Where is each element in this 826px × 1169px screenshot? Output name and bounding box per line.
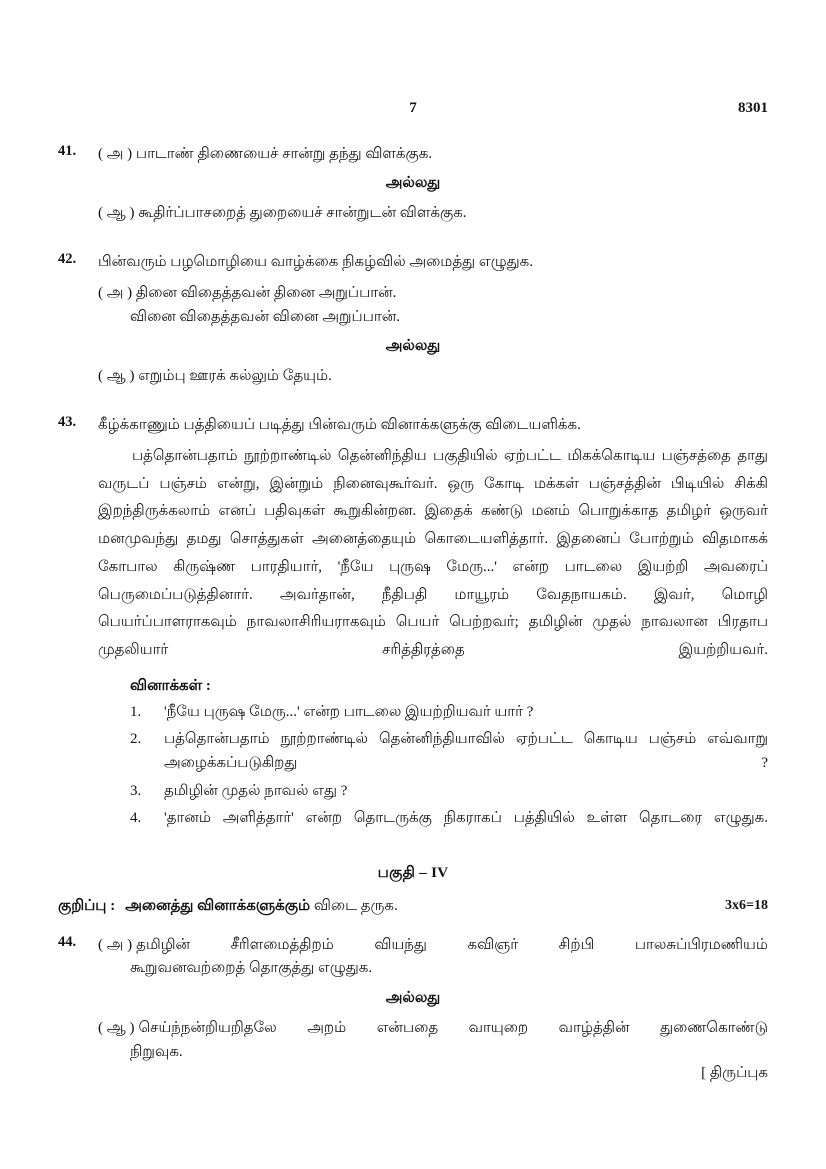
question-42-option-a-line2: வினை விதைத்தவன் வினை அறுப்பான். xyxy=(130,308,400,325)
note-rest-text: விடை தருக. xyxy=(313,898,398,915)
question-44-option-b-text: செய்ந்நன்றியறிதலே அறம் என்பதை வாயுறை வாழ்த்தின் துணைகொண்டு xyxy=(138,1019,768,1036)
question-42-option-b: ( ஆ ) எறும்பு ஊரக் கல்லும் தேயும். xyxy=(98,367,332,384)
question-43-number: 43. xyxy=(58,413,77,430)
note-text xyxy=(125,897,398,916)
sub-question-number: 3. xyxy=(130,782,142,799)
question-44-option-b-row xyxy=(98,1016,768,1040)
question-43-sub-questions-label: வினாக்கள் : xyxy=(130,677,211,694)
list-item xyxy=(130,779,768,803)
question-41-option-a: ( அ ) பாடாண் திணையைச் சான்று தந்து விளக்குக. xyxy=(98,146,433,162)
question-43-sub-questions xyxy=(130,700,768,830)
sub-question-number: 2. xyxy=(130,731,142,748)
question-41-or-label: அல்லது xyxy=(385,175,441,192)
list-item xyxy=(130,700,768,724)
question-44-option-a-text: தமிழின் சீரிளமைத்திறம் வியந்து கவிஞர் சிற்பி பாலசுப்பிரமணியம் xyxy=(136,937,768,954)
passage-text: பத்தொன்பதாம் நூற்றாண்டில் தென்னிந்திய பகுதியில் ஏற்பட்ட மிகக்கொடிய பஞ்சத்தை தாது வருடப் பஞ்சம் என்று, இன்றும் நினைவுகூர்வர். ஒரு கோடி மக்கள் பஞ்சத்தின் பிடியில் சிக்கி இறந்திருக்கலாம் எனப் பதிவுகள் கூறுகின்றன. இதைக் கண்டு மனம் பொறுக்காத தமிழர் ஒருவர் மனமுவந்து தமது சொத்துகள் அனைத்தையும் கொடையளித்தார். இதனைப் போற்றும் விதமாகக் கோபால கிருஷ்ண பாரதியார், 'நீயே புருஷ மேரு...' என்ற பாடலை இயற்றி அவரைப் பெருமைப்படுத்தினார். அவர்தான், நீதிபதி மாயூரம் வேதநாயகம். இவர், மொழி பெயர்ப்பாளராகவும் நாவலாசிரியராகவும் பெயர் பெற்றவர்; தமிழின் முதல் நாவலான பிரதாப முதலியார் சரித்திரத்தை இயற்றியவர். xyxy=(98,447,768,658)
question-43 xyxy=(58,414,768,831)
sub-question-number: 1. xyxy=(130,703,142,720)
list-item xyxy=(130,806,768,830)
question-44-or-label: அல்லது xyxy=(385,989,441,1006)
question-42-stem-row xyxy=(58,251,768,274)
question-44 xyxy=(58,934,768,1064)
question-44-option-a-body xyxy=(98,934,768,981)
question-44-option-b-tag: ( ஆ ) xyxy=(98,1019,135,1036)
marks-allocation: 3x6=18 xyxy=(725,898,768,914)
question-41-number: 41. xyxy=(58,143,77,159)
question-42-stem: பின்வரும் பழமொழியை வாழ்க்கை நிகழ்வில் அமைத்து எழுதுக. xyxy=(98,254,533,271)
note-label: குறிப்பு : xyxy=(58,898,116,915)
question-44-option-a-text-line2: கூறுவனவற்றைத் தொகுத்து எழுதுக. xyxy=(130,960,373,977)
question-41-option-a-row xyxy=(58,143,768,166)
note-bold-text: அனைத்து வினாக்களுக்கும் xyxy=(125,898,311,915)
turn-over-note: [ திருப்புக xyxy=(701,1065,768,1081)
sub-question-text: தமிழின் முதல் நாவல் எது ? xyxy=(164,782,348,799)
sub-question-number: 4. xyxy=(130,809,142,826)
question-43-passage xyxy=(98,443,768,665)
question-44-number: 44. xyxy=(58,934,77,951)
question-41-option-b: ( ஆ ) கூதிர்ப்பாசறைத் துறையைச் சான்றுடன் விளக்குக. xyxy=(98,205,467,222)
question-44-option-a-row xyxy=(58,934,768,981)
paper-code: 8301 xyxy=(738,100,768,116)
question-42-or-label: அல்லது xyxy=(385,337,441,354)
question-43-stem: கீழ்க்காணும் பத்தியைப் படித்து பின்வரும் வினாக்களுக்கு விடையளிக்க. xyxy=(98,416,581,433)
part-title: பகுதி – IV xyxy=(377,865,449,882)
sub-question-text: 'தானம் அளித்தார்' என்ற தொடருக்கு நிகராகப் பத்தியில் உள்ள தொடரை எழுதுக. xyxy=(164,809,768,826)
question-42-option-a: ( அ ) தினை விதைத்தவன் தினை அறுப்பான். xyxy=(98,284,397,301)
sub-question-text: 'நீயே புருஷ மேரு...' என்ற பாடலை இயற்றியவர் யார் ? xyxy=(164,703,534,720)
part-note-row xyxy=(58,897,768,916)
question-44-option-a-tag: ( அ ) xyxy=(98,937,133,954)
question-43-stem-row xyxy=(58,414,768,437)
page-number: 7 xyxy=(409,100,417,116)
question-42-number: 42. xyxy=(58,251,77,268)
sub-question-text: பத்தொன்பதாம் நூற்றாண்டில் தென்னிந்தியாவில் ஏற்பட்ட கொடிய பஞ்சம் எவ்வாறு அழைக்கப்படுகிறது ? xyxy=(164,731,768,772)
question-44-option-b-text-line2: நிறுவுக. xyxy=(130,1044,183,1061)
question-42 xyxy=(58,251,768,387)
page-header xyxy=(58,100,768,117)
question-41 xyxy=(58,143,768,225)
list-item xyxy=(130,727,768,776)
